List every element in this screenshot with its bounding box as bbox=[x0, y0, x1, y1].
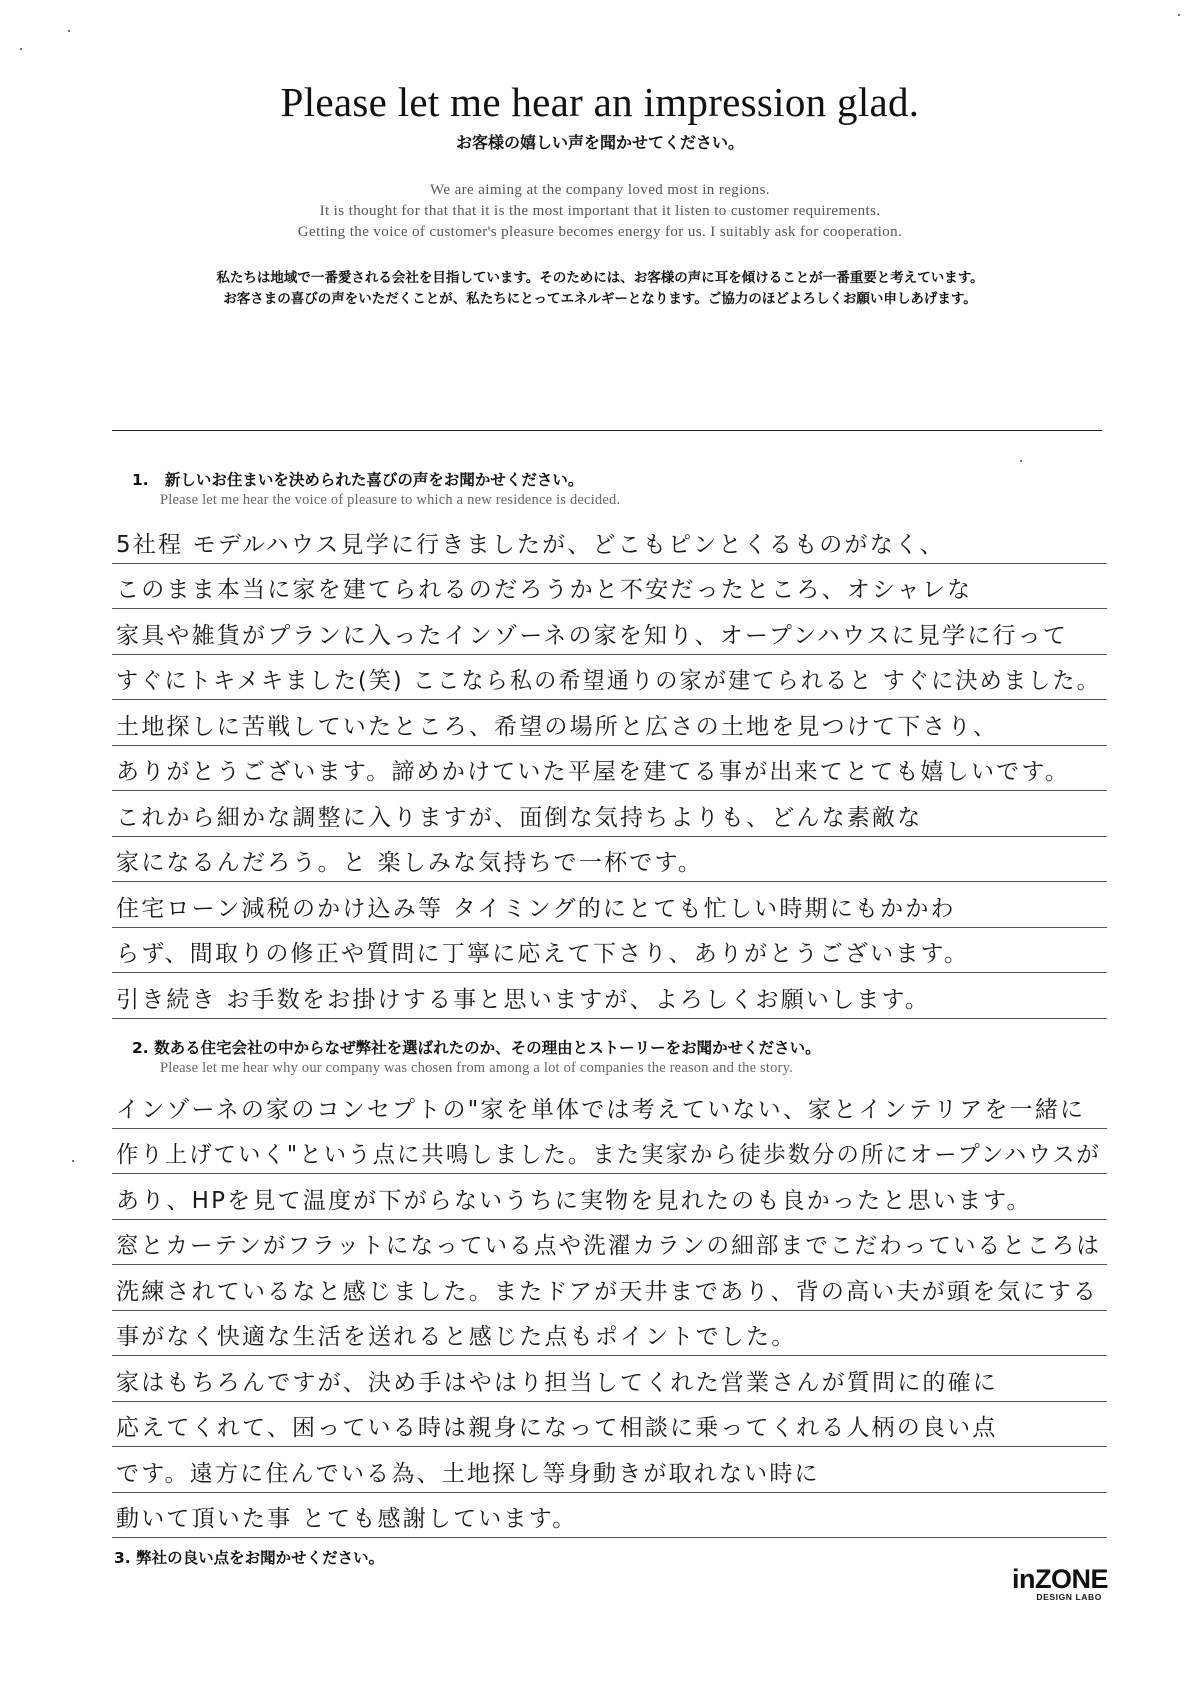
answer-line bbox=[112, 1402, 1107, 1448]
answer-text: すぐにトキメキました(笑) ここなら私の希望通りの家が建てられると すぐに決めました。 bbox=[116, 668, 1101, 694]
question-2-number: 2. bbox=[132, 1039, 149, 1057]
company-logo bbox=[1010, 1566, 1110, 1602]
answer-text: 動いて頂いた事 とても感謝しています。 bbox=[116, 1506, 578, 1532]
answer-text: インゾーネの家のコンセプトの"家を単体では考えていない、家とインテリアを一緒に bbox=[116, 1096, 1086, 1123]
answer-1-lines bbox=[112, 518, 1107, 1019]
answer-line bbox=[112, 1311, 1107, 1357]
answer-line bbox=[112, 882, 1107, 928]
intro-jp-line: 私たちは地域で一番愛される会社を目指しています。そのためには、お客様の声に耳を傾けることが一番重要と考えています。 bbox=[216, 270, 984, 286]
answer-line bbox=[112, 609, 1107, 655]
answer-text: 家はもちろんですが、決め手はやはり担当してくれた営業さんが質問に的確に bbox=[116, 1369, 998, 1396]
scan-speck bbox=[72, 1160, 74, 1162]
answer-text: らず、間取りの修正や質問に丁寧に応えて下さり、ありがとうございます。 bbox=[116, 941, 970, 967]
answer-line bbox=[112, 1265, 1107, 1311]
answer-line bbox=[112, 928, 1107, 974]
intro-en-line: Getting the voice of customer's pleasure becomes energy for us. I suitably ask for cooperation. bbox=[297, 224, 903, 240]
answer-text: 住宅ローン減税のかけ込み等 タイミング的にとても忙しい時期にもかかわ bbox=[116, 895, 956, 922]
logo-wordmark: inZONE bbox=[1012, 1564, 1108, 1594]
question-2-text: 数ある住宅会社の中からなぜ弊社を選ばれたのか、その理由とストーリーをお聞かせください。 bbox=[154, 1039, 821, 1057]
section-divider bbox=[112, 430, 1102, 431]
intro-en-line: It is thought for that that it is the most important that it listen to customer requirements. bbox=[319, 203, 881, 219]
question-2-subheading: Please let me hear why our company was chosen from among a lot of companies the reason and the story. bbox=[160, 1060, 793, 1076]
answer-text: 作り上げていく"という点に共鳴しました。また実家から徒歩数分の所にオープンハウスが bbox=[116, 1142, 1101, 1168]
answer-line bbox=[112, 1220, 1107, 1266]
intro-japanese bbox=[0, 268, 1200, 310]
answer-text: あり、HPを見て温度が下がらないうちに実物を見れたのも良かったと思います。 bbox=[116, 1187, 1032, 1214]
answer-line bbox=[112, 1174, 1107, 1220]
answer-text: 窓とカーテンがフラットになっている点や洗濯カランの細部までこだわっているところは bbox=[116, 1233, 1102, 1259]
answer-line bbox=[112, 1129, 1107, 1175]
question-1-text: 新しいお住まいを決められた喜びの声をお聞かせください。 bbox=[164, 471, 584, 489]
answer-text: 事がなく快適な生活を送れると感じた点もポイントでした。 bbox=[116, 1324, 797, 1350]
answer-line bbox=[112, 655, 1107, 701]
intro-jp-line: お客さまの喜びの声をいただくことが、私たちにとってエネルギーとなります。ご協力のほどよろしくお願い申しあげます。 bbox=[223, 291, 977, 307]
answer-line bbox=[112, 1447, 1107, 1493]
scan-speck bbox=[68, 30, 70, 32]
answer-text: 土地探しに苦戦していたところ、希望の場所と広さの土地を見つけて下さり、 bbox=[116, 713, 998, 740]
answer-line bbox=[112, 791, 1107, 837]
answer-text: このまま本当に家を建てられるのだろうかと不安だったところ、オシャレな bbox=[116, 577, 973, 603]
answer-text: 5社程 モデルハウス見学に行きましたが、どこもピンとくるものがなく、 bbox=[116, 531, 945, 558]
question-3-heading: 3. 弊社の良い点をお聞かせください。 bbox=[114, 1549, 385, 1567]
answer-text: 応えてくれて、困っている時は親身になって相談に乗ってくれる人柄の良い点 bbox=[116, 1415, 998, 1441]
question-2-heading bbox=[132, 1036, 821, 1058]
answer-line bbox=[112, 1356, 1107, 1402]
answer-2-lines bbox=[112, 1083, 1107, 1538]
answer-text: ありがとうございます。諦めかけていた平屋を建てる事が出来てとても嬉しいです。 bbox=[116, 759, 1070, 785]
intro-en-line: We are aiming at the company loved most in regions. bbox=[430, 182, 770, 198]
answer-text: 家具や雑貨がプランに入ったインゾーネの家を知り、オープンハウスに見学に行って bbox=[116, 622, 1069, 649]
answer-text: 引き続き お手数をお掛けする事と思いますが、よろしくお願いします。 bbox=[116, 986, 931, 1013]
scan-speck bbox=[1178, 14, 1180, 16]
scan-speck bbox=[1020, 460, 1022, 462]
answer-line bbox=[112, 837, 1107, 883]
intro-english bbox=[0, 180, 1200, 243]
answer-line bbox=[112, 1083, 1107, 1129]
answer-text: 洗練されているなと感じました。またドアが天井まであり、背の高い夫が頭を気にする bbox=[116, 1278, 1099, 1305]
page-title: Please let me hear an impression glad. bbox=[280, 79, 920, 125]
answer-text: これから細かな調整に入りますが、面倒な気持ちよりも、どんな素敵な bbox=[116, 804, 923, 831]
answer-line bbox=[112, 700, 1107, 746]
page-subtitle-jp: お客様の嬉しい声を聞かせてください。 bbox=[455, 133, 744, 152]
question-1-heading bbox=[132, 468, 583, 490]
answer-line bbox=[112, 518, 1107, 564]
answer-line bbox=[112, 746, 1107, 792]
answer-line bbox=[112, 1493, 1107, 1539]
answer-text: 家になるんだろう。と 楽しみな気持ちで一杯です。 bbox=[116, 850, 704, 876]
question-1-number: 1. bbox=[132, 471, 149, 489]
answer-text: です。遠方に住んでいる為、土地探し等身動きが取れない時に bbox=[116, 1460, 820, 1487]
answer-line bbox=[112, 973, 1107, 1019]
answer-line bbox=[112, 564, 1107, 610]
question-1-subheading: Please let me hear the voice of pleasure to which a new residence is decided. bbox=[160, 492, 621, 508]
scan-speck bbox=[20, 48, 22, 50]
logo-tagline: DESIGN LABO bbox=[1036, 1592, 1102, 1602]
